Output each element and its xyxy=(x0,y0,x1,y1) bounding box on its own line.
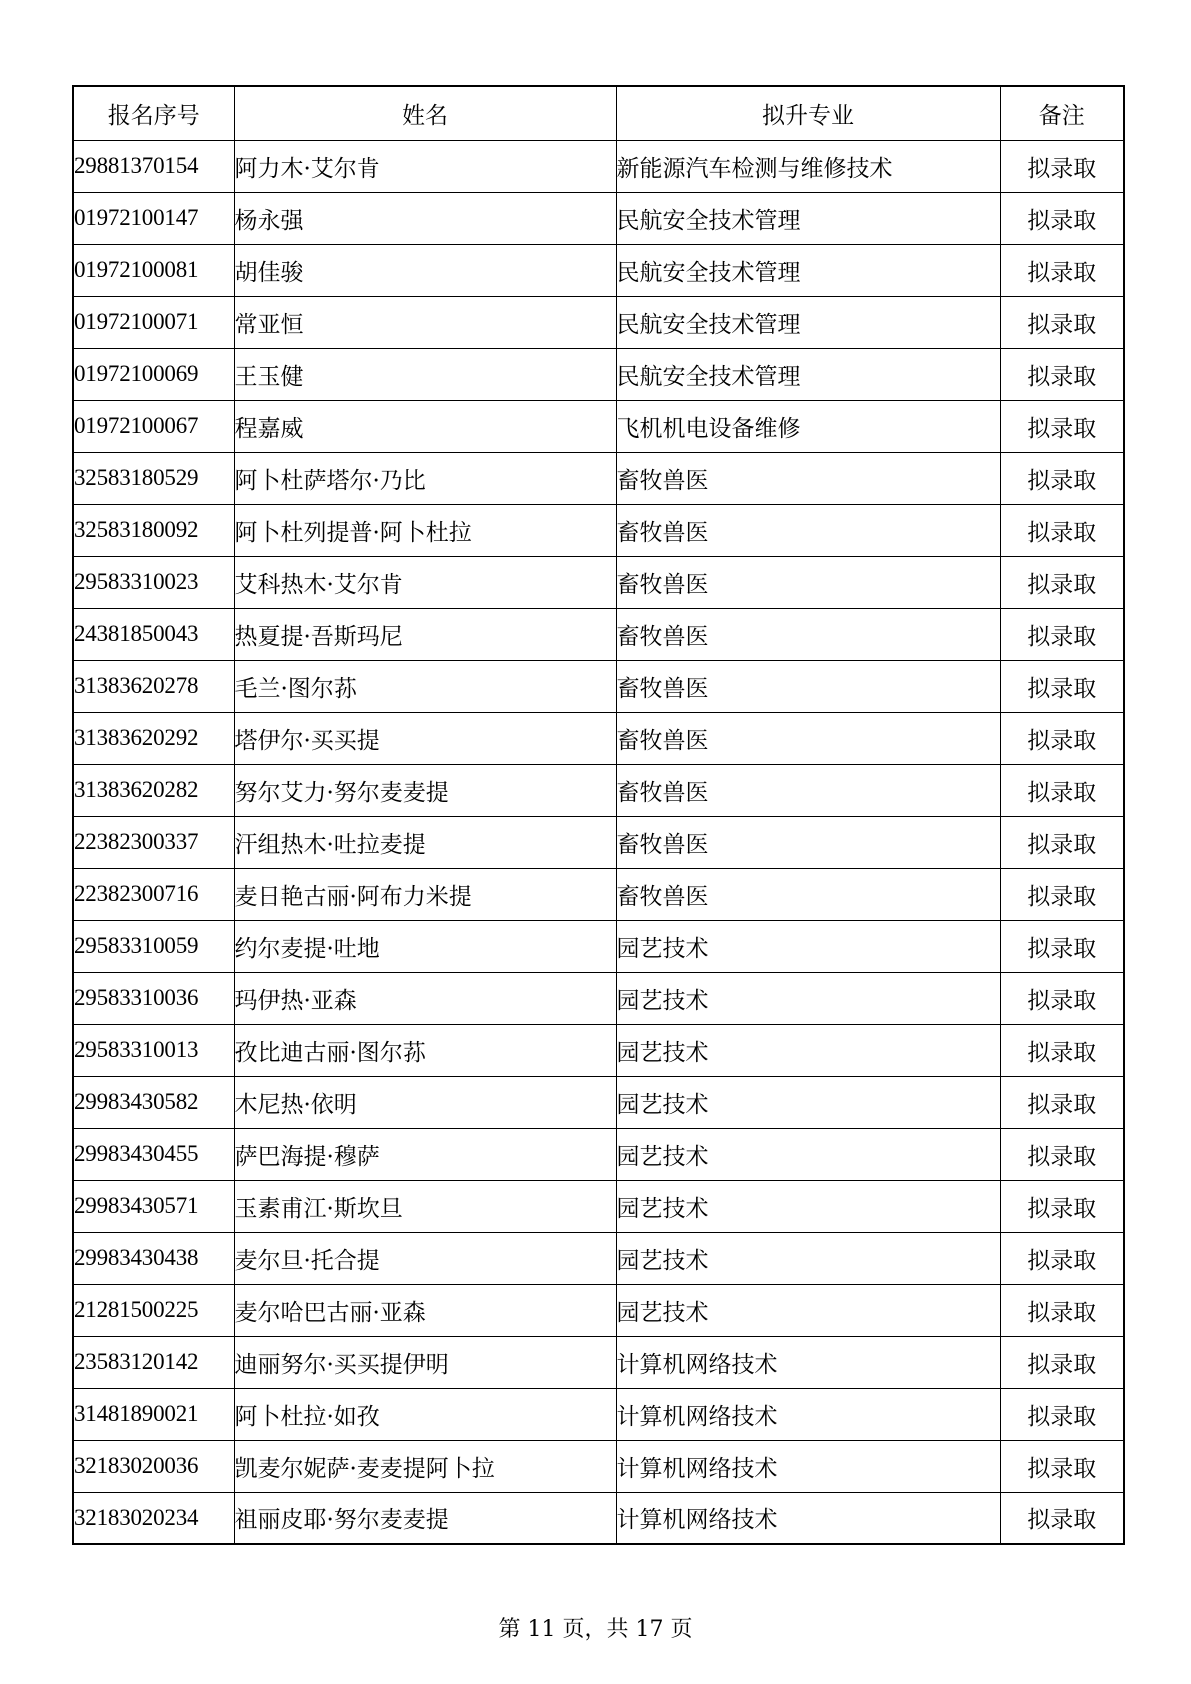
cell-major: 计算机网络技术 xyxy=(616,1492,1000,1544)
cell-remarks: 拟录取 xyxy=(1000,348,1124,400)
cell-registration-number: 29983430571 xyxy=(73,1180,234,1232)
cell-remarks: 拟录取 xyxy=(1000,1128,1124,1180)
cell-registration-number: 22382300716 xyxy=(73,868,234,920)
table-row xyxy=(73,348,1124,400)
cell-major: 民航安全技术管理 xyxy=(616,244,1000,296)
cell-major: 园艺技术 xyxy=(616,1128,1000,1180)
cell-registration-number: 01972100071 xyxy=(73,296,234,348)
cell-major: 畜牧兽医 xyxy=(616,452,1000,504)
cell-remarks: 拟录取 xyxy=(1000,1336,1124,1388)
cell-remarks: 拟录取 xyxy=(1000,192,1124,244)
cell-name: 常亚恒 xyxy=(234,296,616,348)
cell-remarks: 拟录取 xyxy=(1000,1440,1124,1492)
page-footer xyxy=(0,1612,1191,1643)
cell-remarks: 拟录取 xyxy=(1000,504,1124,556)
cell-name: 孜比迪古丽·图尔荪 xyxy=(234,1024,616,1076)
cell-name: 萨巴海提·穆萨 xyxy=(234,1128,616,1180)
header-major: 拟升专业 xyxy=(616,86,1000,140)
cell-name: 麦日艳古丽·阿布力米提 xyxy=(234,868,616,920)
cell-name: 木尼热·依明 xyxy=(234,1076,616,1128)
table-row xyxy=(73,296,1124,348)
cell-registration-number: 01972100081 xyxy=(73,244,234,296)
table-row xyxy=(73,1128,1124,1180)
cell-registration-number: 22382300337 xyxy=(73,816,234,868)
cell-remarks: 拟录取 xyxy=(1000,660,1124,712)
table-row xyxy=(73,1440,1124,1492)
cell-name: 阿力木·艾尔肯 xyxy=(234,140,616,192)
cell-name: 毛兰·图尔荪 xyxy=(234,660,616,712)
cell-registration-number: 32183020036 xyxy=(73,1440,234,1492)
cell-major: 畜牧兽医 xyxy=(616,816,1000,868)
cell-remarks: 拟录取 xyxy=(1000,400,1124,452)
cell-name: 热夏提·吾斯玛尼 xyxy=(234,608,616,660)
cell-major: 计算机网络技术 xyxy=(616,1388,1000,1440)
cell-name: 玉素甫江·斯坎旦 xyxy=(234,1180,616,1232)
cell-major: 计算机网络技术 xyxy=(616,1440,1000,1492)
table-row xyxy=(73,140,1124,192)
table-row xyxy=(73,1232,1124,1284)
table-row xyxy=(73,660,1124,712)
cell-major: 民航安全技术管理 xyxy=(616,348,1000,400)
cell-registration-number: 29583310023 xyxy=(73,556,234,608)
table-row xyxy=(73,1388,1124,1440)
cell-registration-number: 32583180092 xyxy=(73,504,234,556)
cell-remarks: 拟录取 xyxy=(1000,1284,1124,1336)
cell-remarks: 拟录取 xyxy=(1000,868,1124,920)
header-registration-number: 报名序号 xyxy=(73,86,234,140)
cell-registration-number: 01972100067 xyxy=(73,400,234,452)
table-header xyxy=(73,86,1124,140)
cell-remarks: 拟录取 xyxy=(1000,608,1124,660)
cell-name: 麦尔哈巴古丽·亚森 xyxy=(234,1284,616,1336)
cell-registration-number: 29583310013 xyxy=(73,1024,234,1076)
cell-name: 凯麦尔妮萨·麦麦提阿卜拉 xyxy=(234,1440,616,1492)
table-row xyxy=(73,712,1124,764)
table-body xyxy=(73,140,1124,1544)
cell-name: 玛伊热·亚森 xyxy=(234,972,616,1024)
cell-registration-number: 23583120142 xyxy=(73,1336,234,1388)
cell-remarks: 拟录取 xyxy=(1000,140,1124,192)
cell-remarks: 拟录取 xyxy=(1000,296,1124,348)
cell-registration-number: 29881370154 xyxy=(73,140,234,192)
page-number: 第 11 页，共 17 页 xyxy=(498,1617,693,1642)
cell-registration-number: 21281500225 xyxy=(73,1284,234,1336)
cell-name: 阿卜杜萨塔尔·乃比 xyxy=(234,452,616,504)
cell-remarks: 拟录取 xyxy=(1000,1076,1124,1128)
cell-registration-number: 24381850043 xyxy=(73,608,234,660)
cell-remarks: 拟录取 xyxy=(1000,556,1124,608)
table-row xyxy=(73,1284,1124,1336)
cell-remarks: 拟录取 xyxy=(1000,920,1124,972)
cell-remarks: 拟录取 xyxy=(1000,244,1124,296)
cell-registration-number: 29583310059 xyxy=(73,920,234,972)
cell-major: 新能源汽车检测与维修技术 xyxy=(616,140,1000,192)
cell-name: 程嘉威 xyxy=(234,400,616,452)
cell-name: 汗组热木·吐拉麦提 xyxy=(234,816,616,868)
cell-major: 园艺技术 xyxy=(616,1232,1000,1284)
table-row xyxy=(73,608,1124,660)
cell-remarks: 拟录取 xyxy=(1000,1388,1124,1440)
cell-registration-number: 29983430582 xyxy=(73,1076,234,1128)
cell-name: 迪丽努尔·买买提伊明 xyxy=(234,1336,616,1388)
cell-registration-number: 29983430438 xyxy=(73,1232,234,1284)
table-row xyxy=(73,764,1124,816)
cell-major: 园艺技术 xyxy=(616,972,1000,1024)
table-row xyxy=(73,816,1124,868)
cell-remarks: 拟录取 xyxy=(1000,712,1124,764)
table-row xyxy=(73,1492,1124,1544)
admission-table xyxy=(72,85,1125,1545)
cell-name: 王玉健 xyxy=(234,348,616,400)
cell-major: 飞机机电设备维修 xyxy=(616,400,1000,452)
table-row xyxy=(73,400,1124,452)
table-row xyxy=(73,192,1124,244)
cell-major: 园艺技术 xyxy=(616,1284,1000,1336)
cell-major: 畜牧兽医 xyxy=(616,608,1000,660)
cell-major: 畜牧兽医 xyxy=(616,868,1000,920)
header-row xyxy=(73,86,1124,140)
cell-major: 畜牧兽医 xyxy=(616,764,1000,816)
header-remarks: 备注 xyxy=(1000,86,1124,140)
cell-major: 计算机网络技术 xyxy=(616,1336,1000,1388)
table-row xyxy=(73,556,1124,608)
cell-name: 杨永强 xyxy=(234,192,616,244)
cell-name: 塔伊尔·买买提 xyxy=(234,712,616,764)
table-row xyxy=(73,1336,1124,1388)
cell-name: 阿卜杜列提普·阿卜杜拉 xyxy=(234,504,616,556)
cell-registration-number: 29583310036 xyxy=(73,972,234,1024)
cell-major: 畜牧兽医 xyxy=(616,504,1000,556)
cell-name: 阿卜杜拉·如孜 xyxy=(234,1388,616,1440)
cell-remarks: 拟录取 xyxy=(1000,1180,1124,1232)
table-row xyxy=(73,244,1124,296)
cell-major: 民航安全技术管理 xyxy=(616,192,1000,244)
cell-registration-number: 31383620292 xyxy=(73,712,234,764)
cell-remarks: 拟录取 xyxy=(1000,1024,1124,1076)
table-row xyxy=(73,1024,1124,1076)
cell-name: 艾科热木·艾尔肯 xyxy=(234,556,616,608)
cell-registration-number: 32583180529 xyxy=(73,452,234,504)
cell-remarks: 拟录取 xyxy=(1000,452,1124,504)
cell-registration-number: 31383620278 xyxy=(73,660,234,712)
cell-major: 畜牧兽医 xyxy=(616,660,1000,712)
table-row xyxy=(73,868,1124,920)
cell-name: 麦尔旦·托合提 xyxy=(234,1232,616,1284)
cell-registration-number: 01972100069 xyxy=(73,348,234,400)
cell-registration-number: 01972100147 xyxy=(73,192,234,244)
cell-major: 畜牧兽医 xyxy=(616,556,1000,608)
table-row xyxy=(73,972,1124,1024)
cell-major: 畜牧兽医 xyxy=(616,712,1000,764)
table-row xyxy=(73,452,1124,504)
cell-major: 民航安全技术管理 xyxy=(616,296,1000,348)
cell-remarks: 拟录取 xyxy=(1000,1232,1124,1284)
cell-remarks: 拟录取 xyxy=(1000,764,1124,816)
cell-registration-number: 31383620282 xyxy=(73,764,234,816)
cell-name: 胡佳骏 xyxy=(234,244,616,296)
cell-major: 园艺技术 xyxy=(616,1180,1000,1232)
cell-registration-number: 31481890021 xyxy=(73,1388,234,1440)
table-row xyxy=(73,1180,1124,1232)
cell-name: 约尔麦提·吐地 xyxy=(234,920,616,972)
cell-name: 祖丽皮耶·努尔麦麦提 xyxy=(234,1492,616,1544)
table-row xyxy=(73,504,1124,556)
cell-major: 园艺技术 xyxy=(616,920,1000,972)
cell-registration-number: 29983430455 xyxy=(73,1128,234,1180)
cell-major: 园艺技术 xyxy=(616,1024,1000,1076)
cell-remarks: 拟录取 xyxy=(1000,972,1124,1024)
header-name: 姓名 xyxy=(234,86,616,140)
cell-remarks: 拟录取 xyxy=(1000,816,1124,868)
cell-remarks: 拟录取 xyxy=(1000,1492,1124,1544)
cell-registration-number: 32183020234 xyxy=(73,1492,234,1544)
table-row xyxy=(73,920,1124,972)
table-row xyxy=(73,1076,1124,1128)
cell-major: 园艺技术 xyxy=(616,1076,1000,1128)
cell-name: 努尔艾力·努尔麦麦提 xyxy=(234,764,616,816)
